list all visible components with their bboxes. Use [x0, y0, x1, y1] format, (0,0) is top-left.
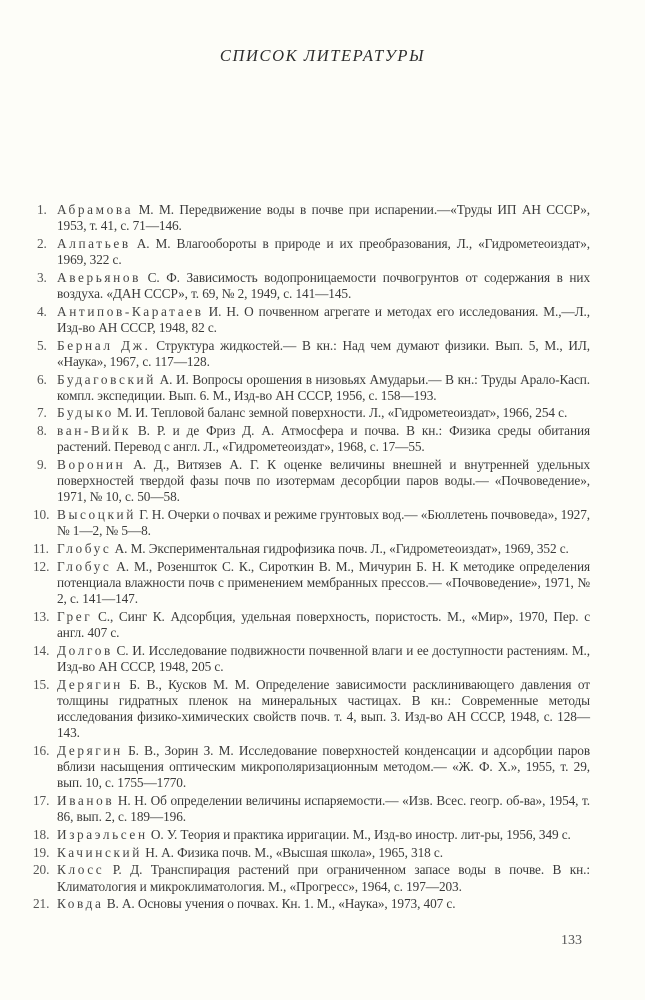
- reference-number: 20.: [33, 862, 50, 878]
- reference-author: Высоцкий: [57, 507, 136, 523]
- reference-number: 7.: [37, 405, 47, 421]
- reference-text: М. М. Передвижение воды в почве при испарении.—«Труды ИП АН СССР», 1953, т. 41, с. 71—146.: [57, 202, 590, 234]
- reference-number: 15.: [33, 676, 50, 692]
- reference-author: Воронин: [57, 457, 126, 473]
- reference-item: [37, 372, 590, 404]
- reference-item: [33, 827, 590, 843]
- reference-author: Глобус: [57, 541, 112, 557]
- reference-text: А. М. Влагообороты в природе и их преобразования, Л., «Гидрометеоиздат», 1969, 322 с.: [57, 235, 590, 268]
- reference-author: Бернал Дж.: [57, 337, 151, 353]
- reference-text: С. Ф. Зависимость водопроницаемости почвогрунтов от содержания в них воздуха. «ДАН СССР», т. 69, № 2, 1949, с. 141—145.: [57, 269, 590, 302]
- reference-text: А. И. Вопросы орошения в низовьях Амударьи.— В кн.: Труды Арало-Касп. компл. экспедиции. Вып. 6. М., Изд-во АН СССР, 1956, с. 158—193.: [57, 371, 590, 403]
- reference-author: Израэльсен: [57, 827, 148, 843]
- reference-item: [37, 270, 590, 302]
- reference-text: В. А. Основы учения о почвах. Кн. 1. М., «Наука», 1973, 407 с.: [103, 896, 456, 912]
- reference-author: Аверьянов: [57, 269, 141, 285]
- reference-number: 9.: [37, 457, 47, 473]
- reference-number: 12.: [33, 558, 50, 574]
- reference-item: [33, 676, 590, 742]
- reference-item: [33, 541, 590, 557]
- reference-item: [33, 862, 590, 894]
- reference-text: А. Д., Витязев А. Г. К оценке величины внешней и внутренней удельных поверхностей твердой фазы почв по изотермам десорбции паров воды.— «Почвоведение», 1971, № 10, с. 50—58.: [57, 457, 590, 505]
- reference-author: Долгов: [57, 642, 113, 658]
- reference-item: [33, 558, 590, 608]
- reference-number: 6.: [37, 371, 47, 387]
- reference-text: А. М., Розеншток С. К., Сироткин В. М., Мичурин Б. Н. К методике определения потенциала влажности почв с применением мембранных прессов.— «Почвоведение», 1971, № 2, с. 141—147.: [57, 558, 590, 607]
- reference-text: Г. Н. Очерки о почвах и режиме грунтовых вод.— «Бюллетень почвоведа», 1927, № 1—2, № 5—8.: [57, 507, 590, 539]
- reference-text: Н. А. Физика почв. М., «Высшая школа», 1965, 318 с.: [141, 844, 443, 860]
- reference-number: 10.: [33, 507, 50, 523]
- reference-item: [33, 896, 590, 912]
- reference-item: [37, 236, 590, 268]
- reference-author: Дерягин: [57, 676, 123, 692]
- reference-author: Глобус: [57, 558, 112, 574]
- reference-item: [33, 608, 590, 641]
- reference-author: Антипов-Каратаев: [57, 303, 204, 319]
- reference-author: Грег: [57, 608, 93, 624]
- reference-list: [33, 202, 590, 914]
- reference-author: Абрамова: [57, 202, 134, 217]
- reference-author: Будыко: [57, 405, 114, 421]
- reference-text: О. У. Теория и практика ирригации. М., Изд-во иностр. лит-ры, 1956, 349 с.: [147, 827, 571, 843]
- reference-number: 5.: [37, 337, 47, 353]
- reference-text: С., Синг К. Адсорбция, удельная поверхность, пористость. М., «Мир», 1970, Пер. с англ. 407 с.: [57, 608, 590, 641]
- reference-text: Н. Н. Об определении величины испаряемости.— «Изв. Всес. геогр. об-ва», 1954, т. 86, вып. 2, с. 189—196.: [57, 793, 590, 825]
- reference-item: [37, 457, 590, 506]
- reference-number: 4.: [37, 303, 47, 319]
- reference-author: Дерягин: [57, 743, 123, 758]
- reference-text: Структура жидкостей.— В кн.: Над чем думают физики. Вып. 5, М., ИЛ, «Наука», 1967, с. 117—128.: [57, 337, 590, 369]
- reference-text: С. И. Исследование подвижности почвенной влаги и ее доступности растениям. М., Изд-во АН СССР, 1948, 205 с.: [57, 642, 590, 674]
- reference-author: Алпатьев: [57, 235, 131, 251]
- reference-item: [37, 202, 590, 234]
- reference-item: [33, 642, 590, 675]
- reference-text: М. И. Тепловой баланс земной поверхности. Л., «Гидрометеоиздат», 1966, 254 с.: [113, 405, 568, 421]
- reference-number: 13.: [33, 608, 50, 624]
- reference-number: 2.: [37, 235, 47, 251]
- reference-author: Иванов: [57, 793, 115, 809]
- reference-text: И. Н. О почвенном агрегате и методах его исследования. М.,—Л., Изд-во АН СССР, 1948, 82 с.: [57, 303, 590, 335]
- page-title: СПИСОК ЛИТЕРАТУРЫ: [219, 46, 426, 65]
- reference-number: 16.: [33, 743, 50, 758]
- reference-number: 14.: [33, 642, 50, 658]
- reference-number: 11.: [33, 541, 49, 557]
- reference-number: 21.: [33, 896, 50, 912]
- reference-item: [33, 793, 590, 825]
- reference-number: 3.: [37, 269, 47, 285]
- reference-author: Ковда: [57, 896, 104, 912]
- reference-item: [33, 743, 590, 792]
- reference-item: [37, 423, 590, 455]
- reference-item: [33, 507, 590, 539]
- reference-item: [37, 304, 590, 336]
- reference-text: Б. В., Зорин З. М. Исследование поверхностей конденсации и адсорбции паров вблизи насыщения оптическим микрополяризационным методом.— «Ж. Ф. Х.», 1955, т. 29, вып. 10, с. 1755—1770.: [57, 743, 590, 791]
- reference-text: А. М. Экспериментальная гидрофизика почв. Л., «Гидрометеоиздат», 1969, 352 с.: [111, 541, 569, 557]
- reference-text: Б. В., Кусков М. М. Определение зависимости расклинивающего давления от толщины гидратных пленок на минеральных частицах. В кн.: Современные методы исследования физико-химических свойств почв. т. 4, вып. 3. Изд-во АН СССР, 1948, с. 128—143.: [57, 676, 590, 741]
- reference-item: [33, 844, 590, 861]
- reference-item: [37, 405, 590, 421]
- reference-author: ван-Вийк: [57, 423, 131, 439]
- reference-number: 8.: [37, 423, 47, 439]
- reference-number: 19.: [33, 844, 50, 860]
- reference-number: 1.: [37, 202, 47, 217]
- reference-number: 17.: [33, 793, 50, 809]
- reference-item: [37, 338, 590, 370]
- reference-text: Р. Д. Транспирация растений при ограниченном запасе воды в почве. В кн.: Климатология и микроклиматология. М., «Прогресс», 1964, с. 197—203.: [57, 862, 590, 894]
- reference-text: В. Р. и де Фриз Д. А. Атмосфера и почва. В кн.: Физика среды обитания растений. Перевод с англ. Л., «Гидрометеоиздат», 1968, с. 17—55.: [57, 423, 590, 455]
- reference-number: 18.: [33, 827, 50, 843]
- reference-author: Будаговский: [57, 371, 156, 387]
- reference-author: Качинский: [57, 844, 142, 860]
- page-number: 133: [561, 933, 582, 948]
- reference-author: Клосс: [57, 862, 105, 878]
